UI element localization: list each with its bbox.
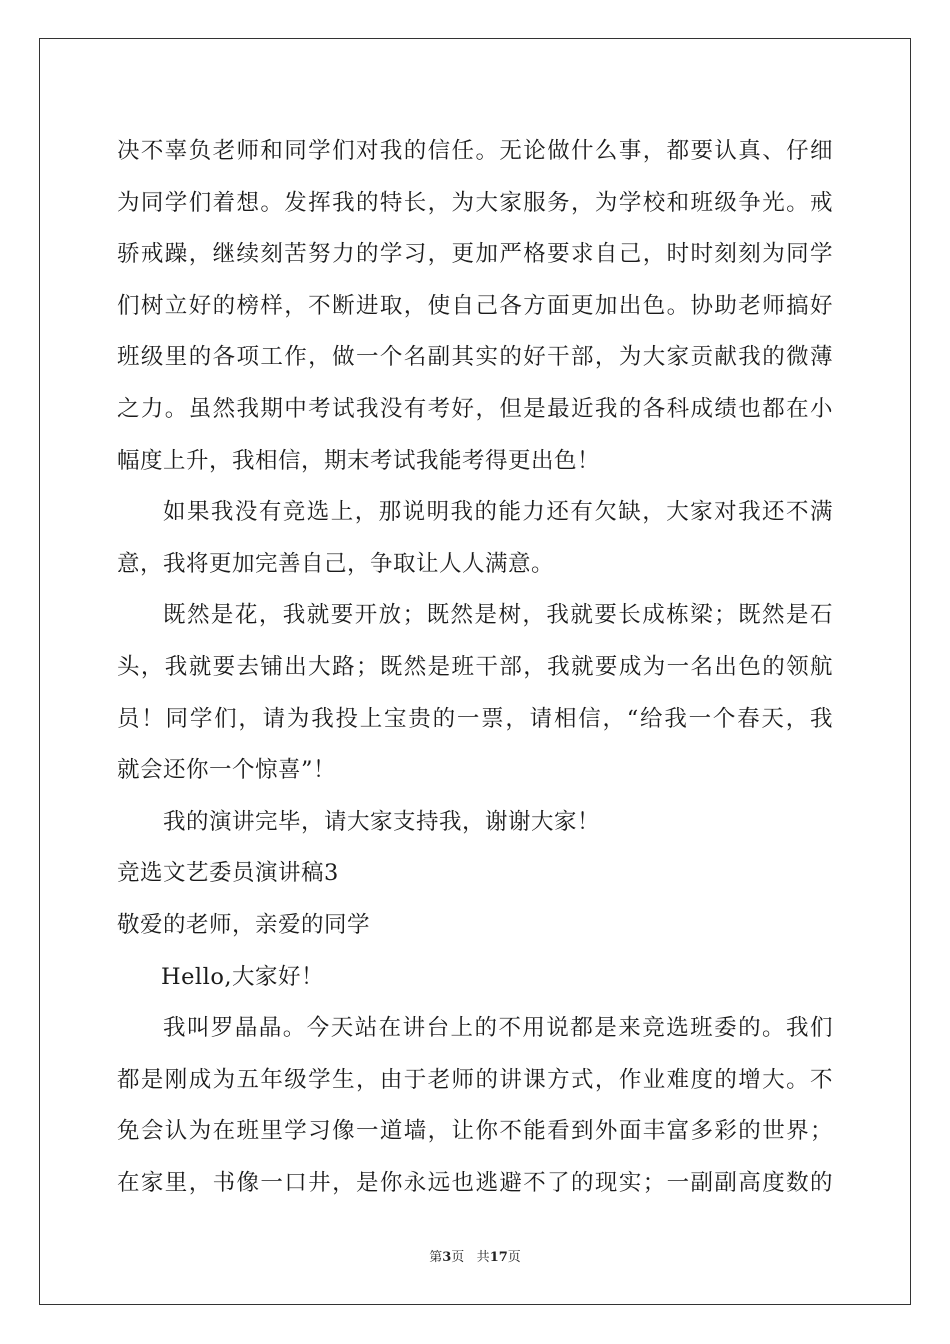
text-line: 决不辜负老师和同学们对我的信任。无论做什么事，都要认真、仔细 <box>117 138 833 164</box>
total-prefix: 共 <box>476 1250 490 1265</box>
text-line: 我叫罗晶晶。今天站在讲台上的不用说都是来竞选班委的。我们 <box>163 1015 833 1042</box>
text-line: 竞选文艺委员演讲稿3 <box>117 860 339 887</box>
page-current: 3 <box>442 1250 452 1265</box>
text-line: 都是刚成为五年级学生，由于老师的讲课方式，作业难度的增大。不 <box>117 1066 833 1093</box>
page-total: 17 <box>489 1250 508 1265</box>
text-line: 幅度上升，我相信，期末考试我能考得更出色！ <box>117 447 601 474</box>
text-line: 为同学们着想。发挥我的特长，为大家服务，为学校和班级争光。戒 <box>117 189 833 216</box>
text-line: 们树立好的榜样，不断进取，使自己各方面更加出色。协助老师搞好 <box>117 292 833 319</box>
text-line: 骄戒躁，继续刻苦努力的学习，更加严格要求自己，时时刻刻为同学 <box>117 241 833 268</box>
text-line: 敬爱的老师，亲爱的同学 <box>117 911 371 938</box>
text-line: 头，我就要去铺出大路；既然是班干部，我就要成为一名出色的领航 <box>117 653 833 680</box>
text-line: 班级里的各项工作，做一个名副其实的好干部，为大家贡献我的微薄 <box>117 344 833 371</box>
text-line: 意，我将更加完善自己，争取让人人满意。 <box>117 550 555 577</box>
total-suffix: 页 <box>507 1250 521 1265</box>
document-body <box>117 126 833 1209</box>
text-line: 既然是花，我就要开放；既然是树，我就要长成栋梁；既然是石 <box>163 602 833 629</box>
text-line: 免会认为在班里学习像一道墙，让你不能看到外面丰富多彩的世界； <box>117 1118 833 1145</box>
text-line: 之力。虽然我期中考试我没有考好，但是最近我的各科成绩也都在小 <box>117 395 833 422</box>
text-line: 就会还你一个惊喜”！ <box>117 757 337 784</box>
page-footer <box>0 1246 950 1265</box>
text-line: 如果我没有竞选上，那说明我的能力还有欠缺，大家对我还不满 <box>163 499 833 526</box>
page-suffix: 页 <box>451 1250 465 1265</box>
text-line: 在家里，书像一口井，是你永远也逃避不了的现实；一副副高度数的 <box>117 1169 833 1196</box>
text-line: 我的演讲完毕，请大家支持我，谢谢大家！ <box>163 808 601 835</box>
page-prefix: 第 <box>429 1250 443 1265</box>
text-line: 员！同学们，请为我投上宝贵的一票，请相信，“给我一个春天，我 <box>117 705 833 732</box>
text-line: Hello,大家好！ <box>161 963 325 990</box>
